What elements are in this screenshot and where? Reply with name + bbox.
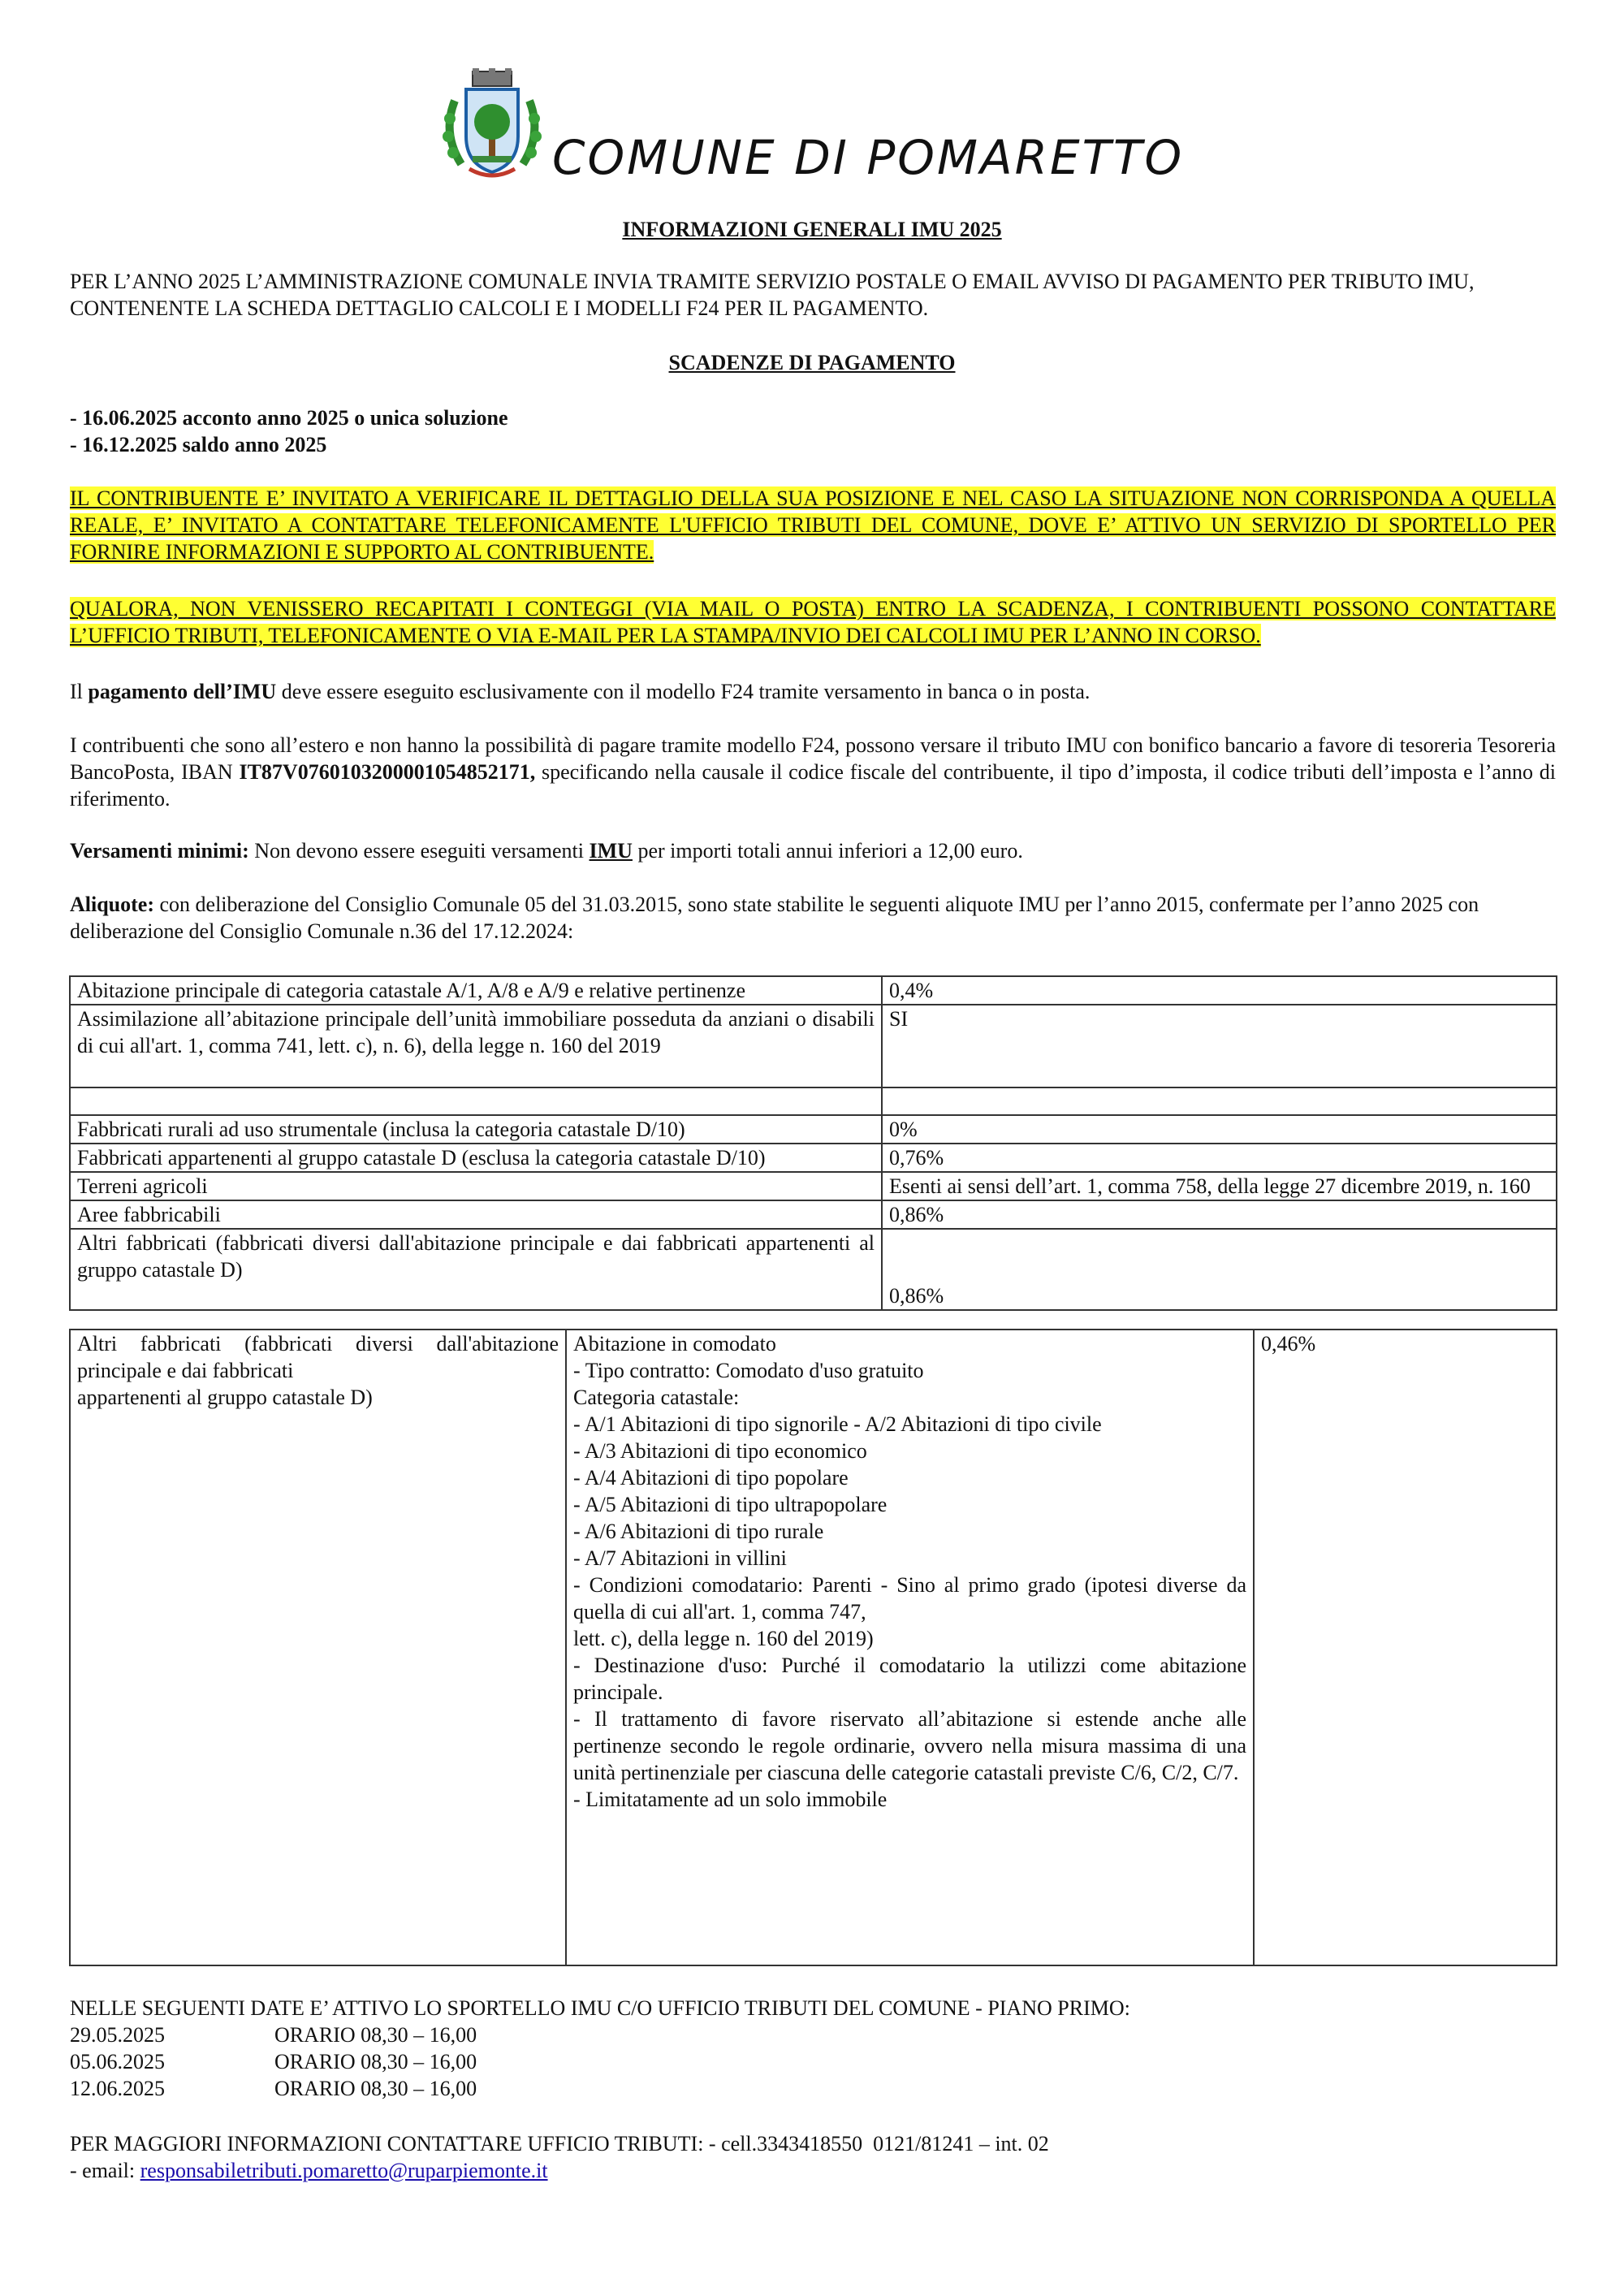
rate-value: SI [882, 1005, 1557, 1087]
list-item: Categoria catastale: [573, 1386, 740, 1409]
list-item: - A/3 Abitazioni di tipo economico [573, 1439, 867, 1463]
rate-value: 0,4% [882, 976, 1557, 1005]
schedule-row [70, 2021, 477, 2048]
list-item: Abitazione in comodato [573, 1332, 776, 1356]
document-title: INFORMAZIONI GENERALI IMU 2025 [622, 218, 1002, 241]
notice-verify [70, 485, 1556, 565]
rate-label: Assimilazione all’abitazione principale dell’unità immobiliare posseduta da anziani o disabili di cui all'art. 1, comma 741, lett. c), n. 6), della legge n. 160 del 2019 [70, 1005, 882, 1087]
comodato-label-line-1: Altri fabbricati (fabbricati diversi dall'abitazione principale e dai fabbricati [77, 1332, 559, 1382]
list-item: - A/7 Abitazioni in villini [573, 1546, 787, 1570]
abroad-pre: I contribuenti che sono all’estero e non hanno la possibilità di pagare tramite modello F24, possono versare il tributo IMU con bonifico bancario a favore di tesoreria Tesoreria BancoPosta, IBAN [70, 733, 1556, 784]
rate-label: Altri fabbricati (fabbricati diversi dall'abitazione principale e dai fabbricati appartenenti al gruppo catastale D) [70, 1229, 882, 1310]
rate-value: 0% [882, 1115, 1557, 1144]
intro-paragraph: PER L’ANNO 2025 L’AMMINISTRAZIONE COMUNALE INVIA TRAMITE SERVIZIO POSTALE O EMAIL AVVISO DI PAGAMENTO PER TRIBUTO IMU, CONTENENTE LA SCHEDA DETTAGLIO CALCOLI E I MODELLI F24 PER IL PAGAMENTO. [70, 270, 1475, 320]
schedule-date: 12.06.2025 [70, 2077, 165, 2100]
payment-paragraph [70, 678, 1556, 705]
list-item: - Il trattamento di favore riservato all’abitazione si estende anche alle pertinenze secondo le regole ordinarie, ovvero nella misura massima di una unità pertinenziale per ciascuna delle categorie catastali previste C/6, C/2, C/7. [573, 1707, 1246, 1784]
email-line [70, 2157, 548, 2184]
payment-bold: pagamento dell’IMU [88, 680, 277, 703]
list-item: lett. c), della legge n. 160 del 2019) [573, 1627, 874, 1650]
rates-intro-paragraph [70, 891, 1556, 945]
table-row [70, 1144, 1557, 1172]
rates-table [69, 975, 1557, 1311]
table-row [70, 1005, 1557, 1087]
rate-label: Fabbricati rurali ad uso strumentale (inclusa la categoria catastale D/10) [70, 1115, 882, 1144]
table-row [70, 1229, 1557, 1310]
list-item: - A/4 Abitazioni di tipo popolare [573, 1466, 849, 1490]
comodato-table [69, 1329, 1557, 1966]
abroad-post: specificando nella causale il codice fiscale del contribuente, il tipo d’imposta, il codice tributi dell’imposta e l’anno di riferimento. [70, 760, 1556, 811]
list-item: - A/1 Abitazioni di tipo signorile - A/2 Abitazioni di tipo civile [573, 1412, 1102, 1436]
list-item: - A/5 Abitazioni di tipo ultrapopolare [573, 1493, 888, 1516]
rate-label: Abitazione principale di categoria catastale A/1, A/8 e A/9 e relative pertinenze [70, 976, 882, 1005]
list-item: - A/6 Abitazioni di tipo rurale [573, 1520, 824, 1543]
rate-label [70, 1087, 882, 1115]
rate-value: Esenti ai sensi dell’art. 1, comma 758, della legge 27 dicembre 2019, n. 160 [882, 1172, 1557, 1200]
deadline-item-2: - 16.12.2025 saldo anno 2025 [70, 433, 327, 456]
schedule-date: 29.05.2025 [70, 2023, 165, 2047]
rate-value: 0,86% [882, 1200, 1557, 1229]
rate-label: Terreni agricoli [70, 1172, 882, 1200]
notice-missing-calcs-text: QUALORA, NON VENISSERO RECAPITATI I CONTEGGI (VIA MAIL O POSTA) ENTRO LA SCADENZA, I CONTRIBUENTI POSSONO CONTATTARE L’UFFICIO TRIBUTI, TELEFONICAMENTE O VIA E-MAIL PER LA STAMPA/INVIO DEI CALCOLI IMU PER L’ANNO IN CORSO. [70, 597, 1556, 647]
minimum-pre: Non devono essere eseguiti versamenti [248, 839, 590, 863]
payment-pre: Il [70, 680, 89, 703]
payment-post: deve essere eseguito esclusivamente con il modello F24 tramite versamento in banca o in posta. [276, 680, 1091, 703]
table-row [70, 1087, 1557, 1115]
comodato-label-line-2: appartenenti al gruppo catastale D) [77, 1386, 373, 1409]
contact-line: PER MAGGIORI INFORMAZIONI CONTATTARE UFFICIO TRIBUTI: - cell.3343418550 0121/81241 – int. 02 [70, 2132, 1049, 2155]
rate-value: 0,86% [882, 1229, 1557, 1310]
rate-label: Fabbricati appartenenti al gruppo catastale D (esclusa la categoria catastale D/10) [70, 1144, 882, 1172]
notice-verify-text: IL CONTRIBUENTE E’ INVITATO A VERIFICARE IL DETTAGLIO DELLA SUA POSIZIONE E NEL CASO LA SITUAZIONE NON CORRISPONDA A QUELLA REALE, E’ INVITATO A CONTATTARE TELEFONICAMENTE L'UFFICIO TRIBUTI DEL COMUNE, DOVE E’ ATTIVO UN SERVIZIO DI SPORTELLO PER FORNIRE INFORMAZIONI E SUPPORTO AL CONTRIBUENTE. [70, 486, 1556, 564]
schedule-date: 05.06.2025 [70, 2050, 165, 2073]
email-link[interactable]: responsabiletributi.pomaretto@ruparpiemonte.it [140, 2159, 548, 2182]
schedule-hours: ORARIO 08,30 – 16,00 [274, 2023, 477, 2047]
comodato-details [566, 1330, 1254, 1965]
table-row [70, 1200, 1557, 1229]
list-item: - Condizioni comodatario: Parenti - Sino al primo grado (ipotesi diverse da quella di cui all'art. 1, comma 747, [573, 1573, 1246, 1624]
rate-value [882, 1087, 1557, 1115]
schedule-row [70, 2048, 477, 2075]
rates-intro-label: Aliquote: [70, 893, 154, 916]
minimum-imu: IMU [589, 839, 633, 863]
list-item: - Limitatamente ad un solo immobile [573, 1788, 888, 1811]
abroad-paragraph [70, 732, 1556, 812]
list-item: - Tipo contratto: Comodato d'uso gratuito [573, 1359, 924, 1382]
sportello-heading: NELLE SEGUENTI DATE E’ ATTIVO LO SPORTELLO IMU C/O UFFICIO TRIBUTI DEL COMUNE - PIANO PRIMO: [70, 1996, 1130, 2020]
rate-label: Aree fabbricabili [70, 1200, 882, 1229]
notice-missing-calcs [70, 595, 1556, 649]
minimum-label: Versamenti minimi: [70, 839, 249, 863]
email-label: - email: [70, 2159, 140, 2182]
comodato-rate: 0,46% [1254, 1330, 1557, 1965]
deadline-item-1: - 16.06.2025 acconto anno 2025 o unica soluzione [70, 406, 508, 430]
schedule-hours: ORARIO 08,30 – 16,00 [274, 2050, 477, 2073]
schedule-row [70, 2075, 477, 2102]
iban-value: IT87V0760103200001054852171, [239, 760, 536, 784]
minimum-paragraph [70, 837, 1556, 864]
table-row [70, 1115, 1557, 1144]
municipal-crest-icon [437, 68, 547, 182]
table-row [70, 976, 1557, 1005]
rates-intro-text: con deliberazione del Consiglio Comunale 05 del 31.03.2015, sono state stabilite le seguenti aliquote IMU per l’anno 2015, confermate per l’anno 2025 con deliberazione del Consiglio Comunale n.36 del 17.12.2024: [70, 893, 1479, 943]
rate-value: 0,76% [882, 1144, 1557, 1172]
minimum-post: per importi totali annui inferiori a 12,00 euro. [632, 839, 1023, 863]
schedule-hours: ORARIO 08,30 – 16,00 [274, 2077, 477, 2100]
comodato-label [70, 1330, 566, 1965]
table-row [70, 1172, 1557, 1200]
deadlines-heading: SCADENZE DI PAGAMENTO [668, 351, 956, 374]
list-item: - Destinazione d'uso: Purché il comodatario la utilizzi come abitazione principale. [573, 1654, 1246, 1704]
municipality-name: COMUNE DI POMARETTO [552, 130, 1185, 185]
table-row [70, 1330, 1557, 1965]
